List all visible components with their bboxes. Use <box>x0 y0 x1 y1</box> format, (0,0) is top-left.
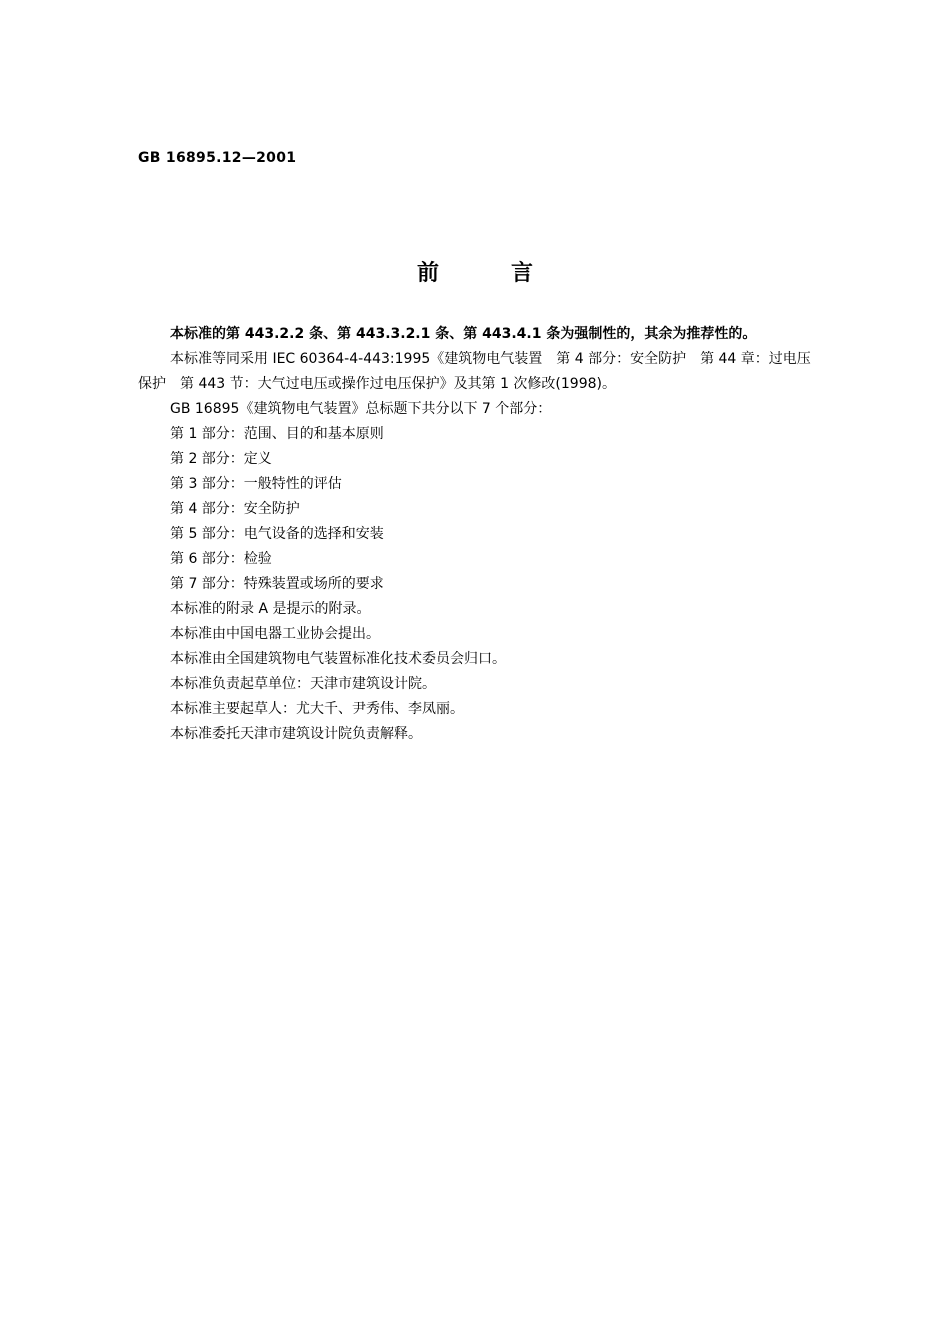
paragraph-equivalence-line-2: 保护 第 443 节：大气过电压或操作过电压保护》及其第 1 次修改(1998)。 <box>138 376 616 392</box>
document-code: GB 16895.12—2001 <box>138 150 297 166</box>
paragraph-mandatory-clauses: 本标准的第 443.2.2 条、第 443.3.2.1 条、第 443.4.1 条为强制性的，其余为推荐性的。 <box>170 326 757 342</box>
paragraph-parts-intro: GB 16895《建筑物电气装置》总标题下共分以下 7 个部分： <box>170 401 552 417</box>
paragraph-drafting-unit: 本标准负责起草单位：天津市建筑设计院。 <box>170 676 436 692</box>
paragraph-committee: 本标准由全国建筑物电气装置标准化技术委员会归口。 <box>170 651 506 667</box>
paragraph-drafters: 本标准主要起草人：尤大千、尹秀伟、李凤丽。 <box>170 701 464 717</box>
list-item-part-1: 第 1 部分：范围、目的和基本原则 <box>170 426 384 442</box>
list-item-part-6: 第 6 部分：检验 <box>170 551 272 567</box>
list-item-part-2: 第 2 部分：定义 <box>170 451 272 467</box>
page-title: 前言 <box>416 260 605 286</box>
list-item-part-4: 第 4 部分：安全防护 <box>170 501 300 517</box>
paragraph-equivalence <box>138 347 863 397</box>
list-item-part-5: 第 5 部分：电气设备的选择和安装 <box>170 526 384 542</box>
paragraph-appendix: 本标准的附录 A 是提示的附录。 <box>170 601 371 617</box>
paragraph-equivalence-line-1: 本标准等同采用 IEC 60364-4-443:1995《建筑物电气装置 第 4 部分：安全防护 第 44 章：过电压 <box>170 351 811 367</box>
paragraph-proposer: 本标准由中国电器工业协会提出。 <box>170 626 380 642</box>
list-item-part-3: 第 3 部分：一般特性的评估 <box>170 476 342 492</box>
foreword-body <box>138 322 863 747</box>
paragraph-interpretation: 本标准委托天津市建筑设计院负责解释。 <box>170 726 422 742</box>
list-item-part-7: 第 7 部分：特殊装置或场所的要求 <box>170 576 384 592</box>
